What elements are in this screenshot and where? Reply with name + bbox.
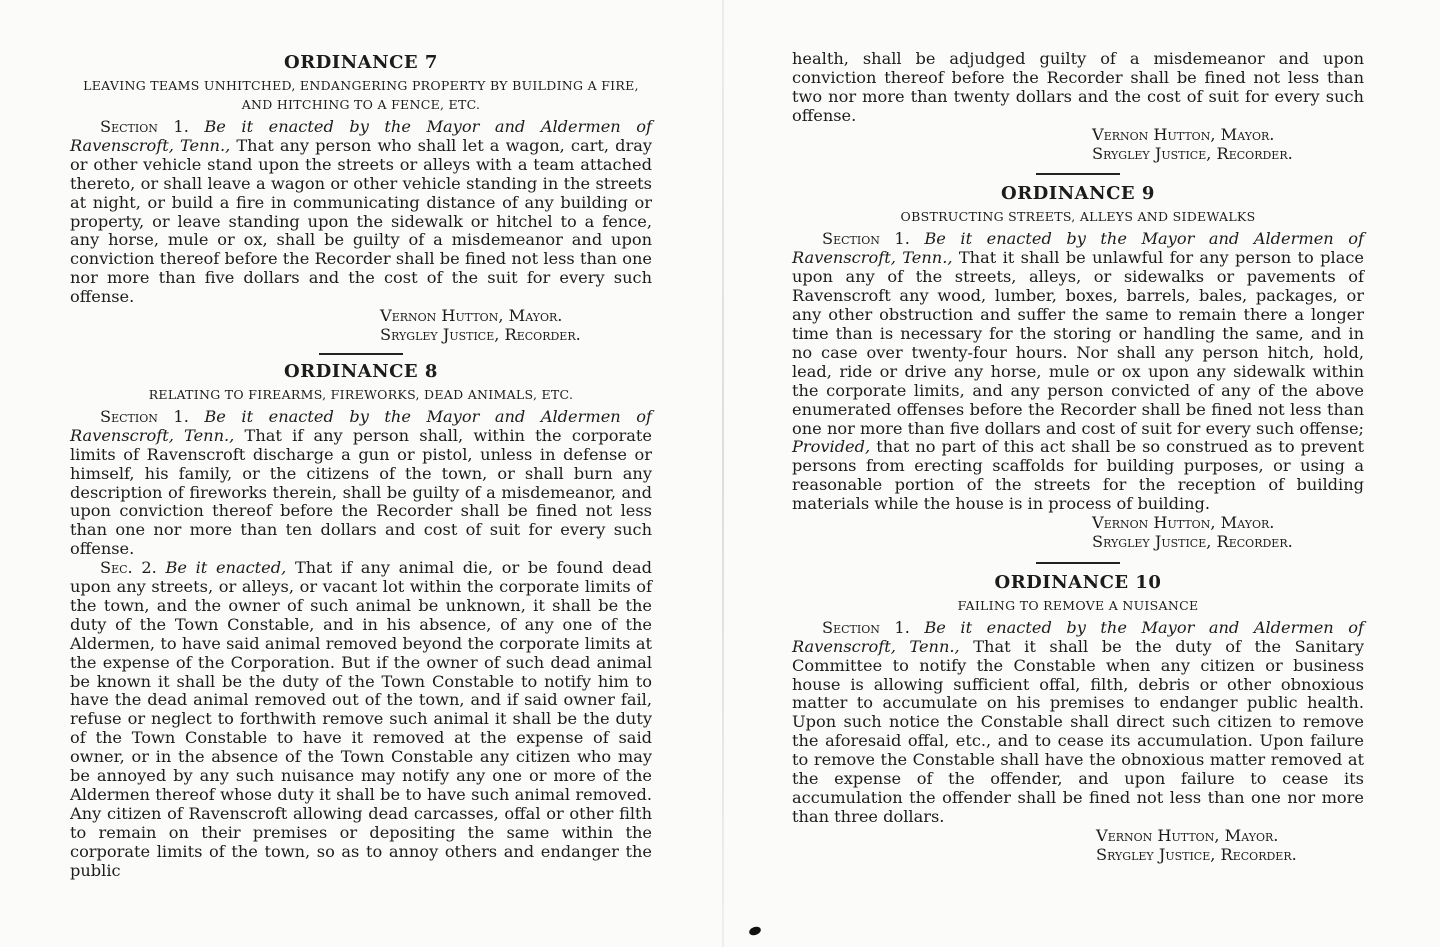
section-text: That if any person shall, within the corporate limits of Ravenscroft discharge a gun or pistol, unless in defense or himself, his family, or the citizens of the town, or shall burn any description of fireworks therein, shall be guilty of a misdemeanor, and upon conviction thereof before the Recorder shall be fined not less than one nor more than ten dollars and cost of suit for every such offense.: [70, 425, 652, 559]
section-divider: [1036, 173, 1120, 175]
ordinance-9-signatures: [1092, 514, 1364, 552]
ordinance-8-title: ORDINANCE 8: [284, 360, 438, 382]
ordinance-8-continued: [792, 50, 1364, 163]
ordinance-9: [792, 183, 1364, 551]
ordinance-9-title: ORDINANCE 9: [1001, 183, 1155, 205]
section-text: That it shall be unlawful for any person to place upon any of the streets, alleys, or sidewalks or pavements of Ravenscroft any wood, lumber, boxes, barrels, bales, packages, or any other obstruction and suffer the same to remain there a longer time than is necessary for the storing or handling the same, and in no case over twenty-four hours. Nor shall any person hitch, hold, lead, ride or drive any horse, mule or ox upon any sidewalk within the corporate limits, and any person convicted of any of the above enumerated offenses before the Recorder shall be fined not less than one nor more than five dollars and cost of suit for every such offense;: [792, 248, 1364, 438]
section-label: Section 1.: [100, 117, 189, 136]
section-text: That any person who shall let a wagon, cart, dray or other vehicle stand upon the streets or alleys with a team attached thereto, or shall leave a wagon or other vehicle standing in the streets at night, or build a fire in communicating distance of any building or property, or leave standing upon the sidewalk or hitchel to a fence, any horse, mule or ox, shall be guilty of a misdemeanor and upon conviction thereof before the Recorder shall be fined not less than one nor more than five dollars and the cost of the suit for every such offense.: [70, 135, 652, 307]
recorder-signature: Srygley Justice, Recorder.: [380, 324, 581, 344]
ordinance-7-subtitle: LEAVING TEAMS UNHITCHED, ENDANGERING PROPERTY BY BUILDING A FIRE, AND HITCHING TO A FENCE, ETC.: [83, 78, 639, 112]
enacting-clause: Be it enacted,: [165, 558, 287, 578]
section-text: That if any animal die, or be found dead upon any streets, or alleys, or vacant lot within the corporate limits of the town, and the owner of such animal be unknown, it shall be the duty of the Town Constable, and in his absence, of any one of the Aldermen, to have said animal removed beyond the corporate limits at the expense of the Corporation. But if the owner of such dead animal be known it shall be the duty of the Town Constable to notify him to have the dead animal removed out of the town, and if said owner fail, refuse or neglect to forthwith remove such animal it shall be the duty of the Town Constable to have it removed at the expense of said owner, or in the absence of the Town Constable any citizen who may be annoyed by any such nuisance may notify any one or more of the Aldermen thereof whose duty it shall be to have such animal removed. Any citizen of Ravenscroft allowing dead carcasses, offal or other filth to remain on their premises or depositing the same within the corporate limits of the town, so as to annoy others and endanger the public: [70, 558, 653, 880]
section-text: That it shall be the duty of the Sanitary Committee to notify the Constable when any citizen or business house is allowing sufficient offal, filth, debris or other obnoxious matter to accumulate on his premises to endanger public health. Upon such notice the Constable shall direct such citizen to remove the aforesaid offal, etc., and to cease its accumulation. Upon failure to remove the Constable shall have the obnoxious matter removed at the expense of the offender, and upon failure to cease its accumulation the offender shall be fined not less than one nor more than three dollars.: [792, 636, 1364, 826]
ordinance-10-title: ORDINANCE 10: [994, 571, 1162, 593]
recorder-signature: Srygley Justice, Recorder.: [1092, 143, 1293, 163]
right-page: [726, 0, 1440, 947]
ordinance-8-subtitle: RELATING TO FIREARMS, FIREWORKS, DEAD ANIMALS, ETC.: [148, 386, 574, 402]
mayor-signature: Vernon Hutton, Mayor.: [1096, 825, 1279, 845]
ordinance-8-continued-text: health, shall be adjudged guilty of a misdemeanor and upon conviction thereof before the Recorder shall be fined not less than two nor more than twenty dollars and the cost of suit for every such offense.: [792, 49, 1364, 125]
ordinance-7-signatures: [380, 307, 652, 345]
ordinance-7-section-1: [70, 118, 652, 307]
mayor-signature: Vernon Hutton, Mayor.: [1092, 124, 1275, 144]
left-column: [70, 52, 652, 881]
recorder-signature: Srygley Justice, Recorder.: [1096, 844, 1297, 864]
enacting-clause: Be it enacted by the Mayor and Aldermen of Ravenscroft, Tenn.,: [792, 617, 1364, 656]
section-label: Section 1.: [822, 617, 910, 637]
ordinance-8-section-2: [70, 559, 652, 880]
ordinance-8: [70, 361, 652, 881]
section-divider: [1036, 562, 1120, 564]
mayor-signature: Vernon Hutton, Mayor.: [1092, 513, 1275, 533]
section-label: Section 1.: [822, 229, 910, 249]
ordinance-8-section-1: [70, 408, 652, 559]
enacting-clause: Be it enacted by the Mayor and Aldermen of Ravenscroft, Tenn.,: [70, 117, 652, 155]
ordinance-9-subtitle: OBSTRUCTING STREETS, ALLEYS AND SIDEWALKS: [900, 209, 1256, 225]
page-gutter: [722, 0, 724, 947]
section-text: that no part of this act shall be so construed as to prevent persons from erecting scaffolds for building purposes, or using a reasonable portion of the streets for the reception of building materials while the house is in process of building.: [792, 437, 1364, 514]
ordinance-9-section-1: [792, 230, 1364, 514]
ordinance-7-title: ORDINANCE 7: [284, 52, 438, 73]
proviso-clause: Provided,: [792, 437, 871, 457]
section-label: Section 1.: [100, 406, 189, 426]
ordinance-7: [70, 52, 652, 345]
enacting-clause: Be it enacted by the Mayor and Aldermen of Ravenscroft, Tenn.,: [792, 229, 1364, 268]
section-divider: [319, 353, 403, 355]
ordinance-8-signatures: [1092, 126, 1364, 164]
recorder-signature: Srygley Justice, Recorder.: [1092, 531, 1293, 551]
ordinance-10: [792, 572, 1364, 865]
ordinance-10-subtitle: FAILING TO REMOVE A NUISANCE: [957, 597, 1199, 613]
mayor-signature: Vernon Hutton, Mayor.: [380, 306, 563, 326]
ordinance-10-section-1: [792, 619, 1364, 827]
right-column: [792, 50, 1364, 865]
ordinance-10-signatures: [1096, 827, 1364, 865]
enacting-clause: Be it enacted by the Mayor and Aldermen of Ravenscroft, Tenn.,: [70, 406, 652, 445]
section-label: Sec. 2.: [100, 558, 157, 578]
